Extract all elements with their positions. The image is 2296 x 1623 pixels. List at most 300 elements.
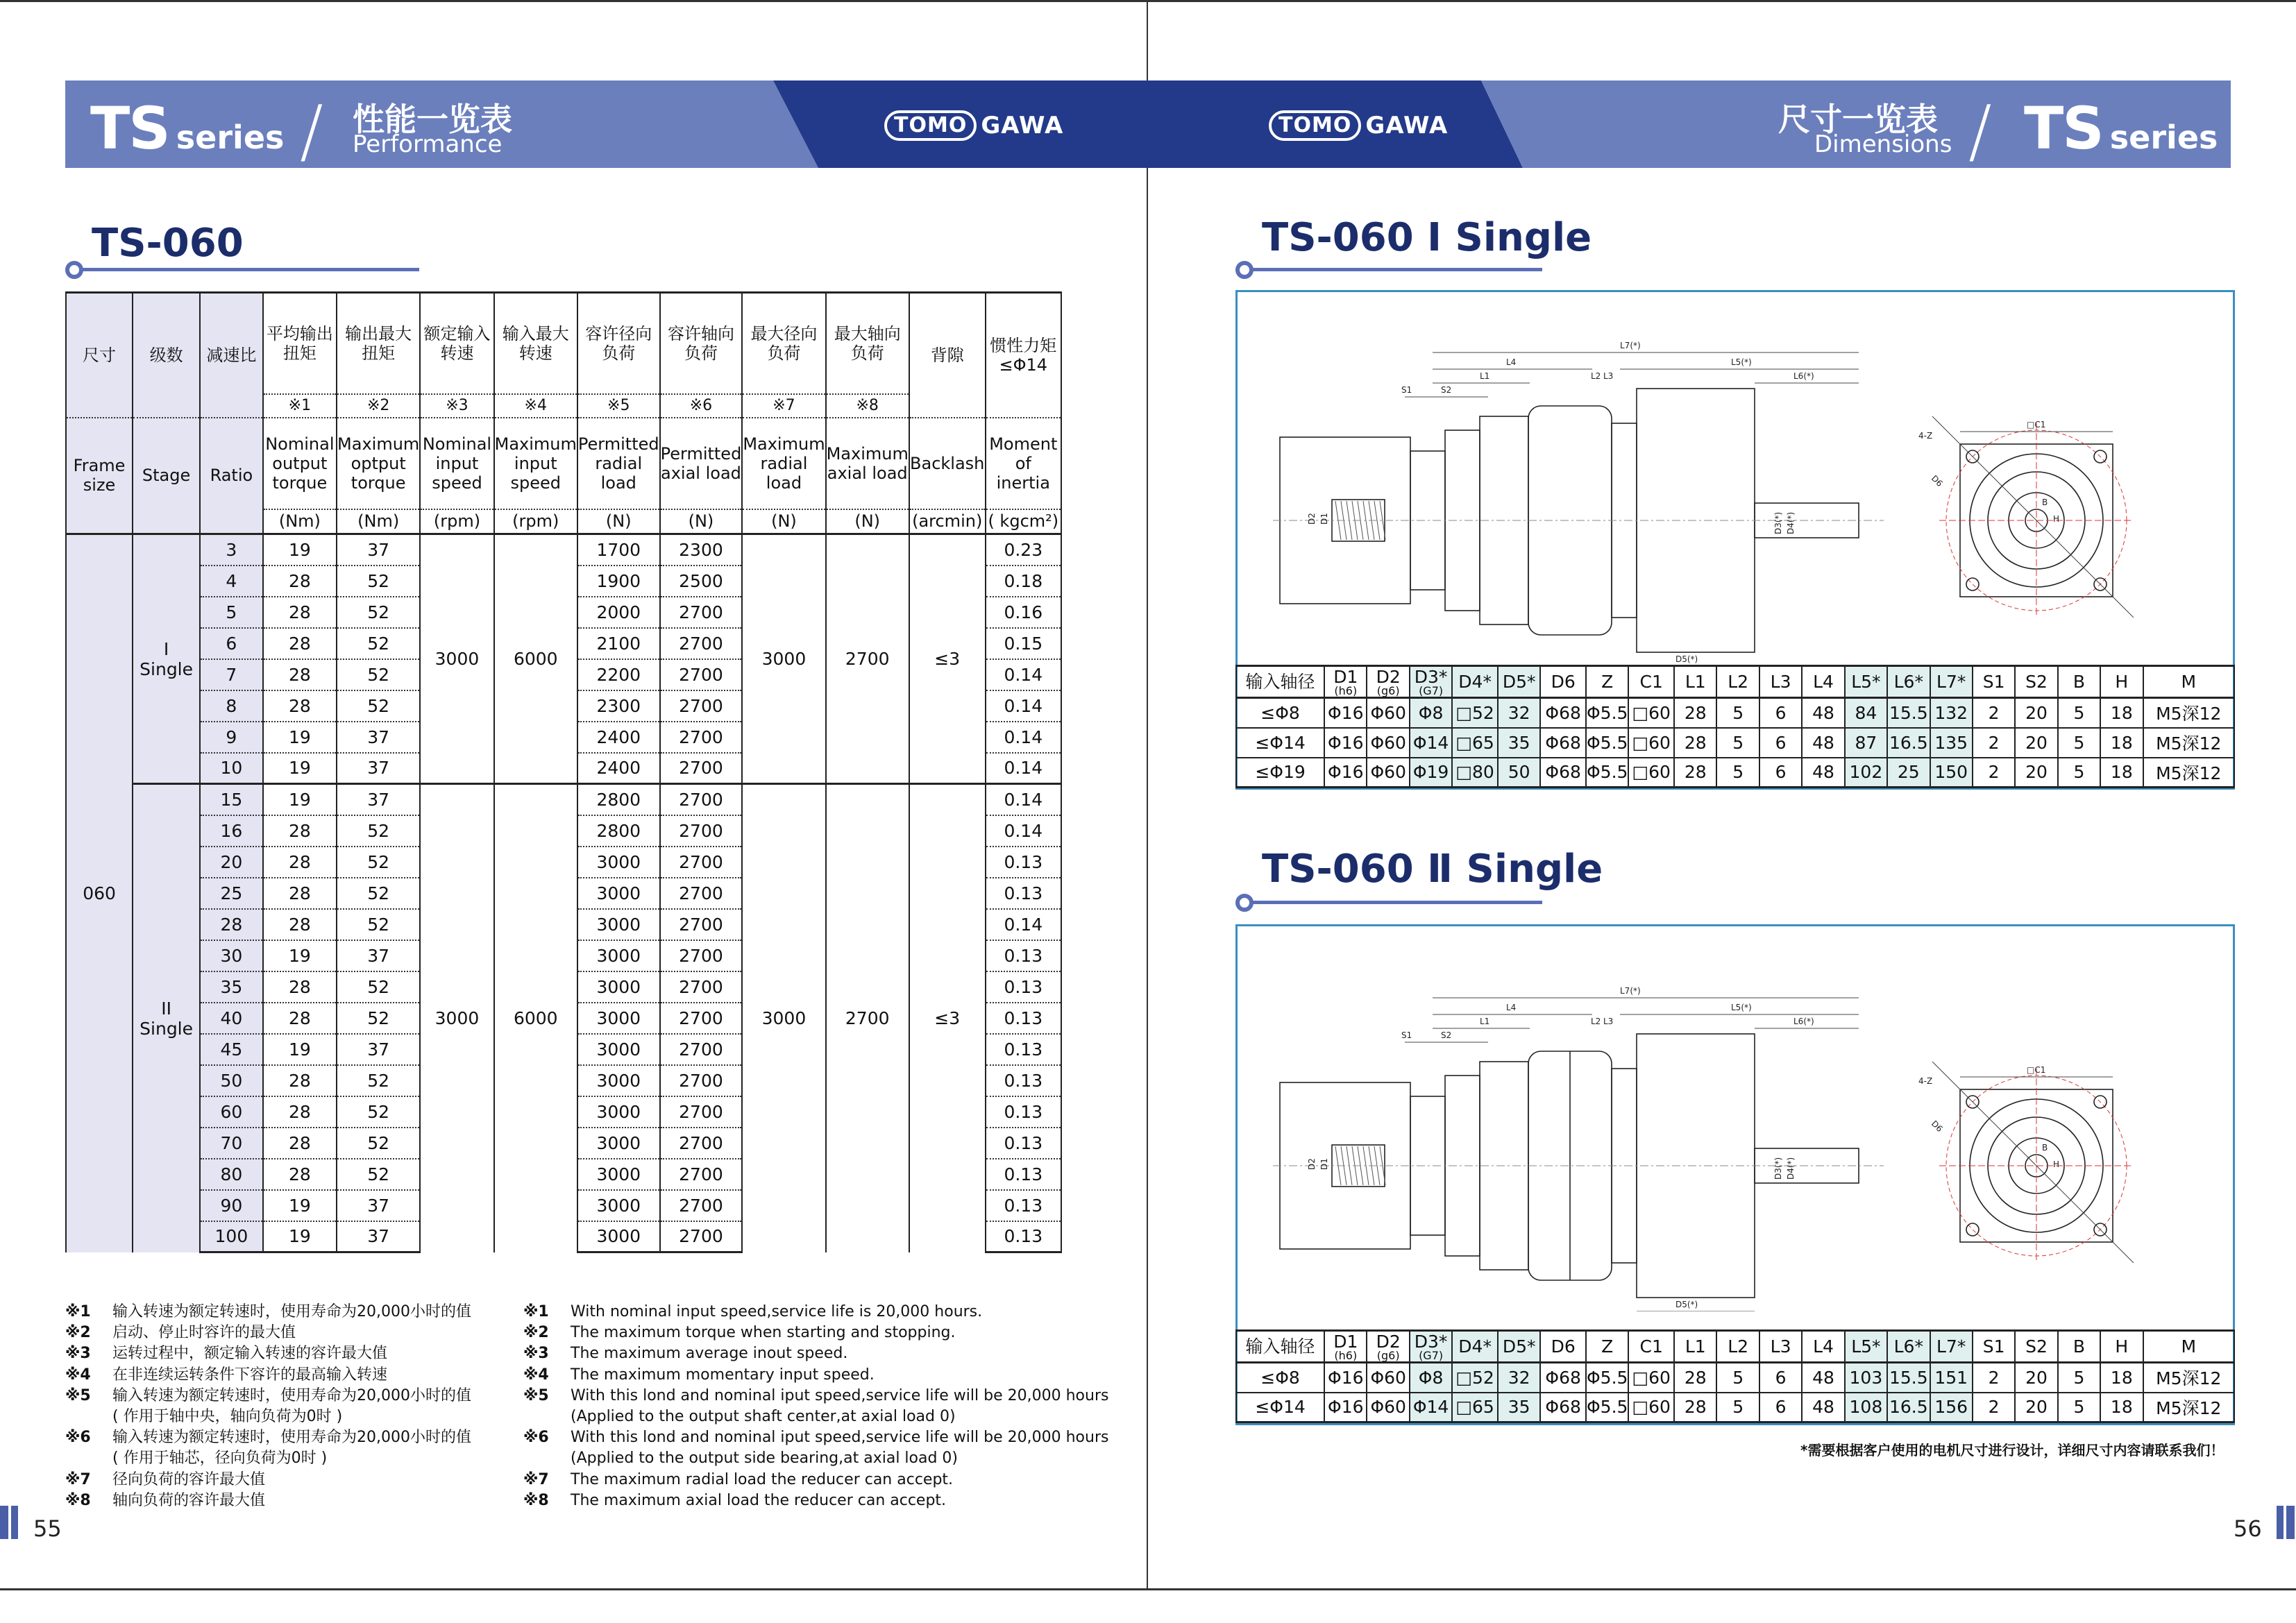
header-mark-cell: ※3 bbox=[420, 394, 493, 418]
section2-bullet bbox=[1235, 894, 1253, 912]
note-row bbox=[523, 1302, 1108, 1323]
dim-cell: ≤Φ19 bbox=[1236, 758, 1324, 788]
max-torque-cell: 52 bbox=[337, 1003, 420, 1034]
inertia-cell: 0.16 bbox=[986, 597, 1061, 628]
note-row bbox=[65, 1427, 471, 1448]
dim-cell: Φ8 bbox=[1410, 1363, 1452, 1393]
inertia-cell: 0.18 bbox=[986, 566, 1061, 597]
page-marker-right bbox=[2277, 1502, 2296, 1543]
max-torque-cell: 52 bbox=[337, 566, 420, 597]
dim-cell: 84 bbox=[1845, 698, 1887, 728]
max-radial-load-cell: 3000 bbox=[742, 534, 825, 784]
note-mark: ※7 bbox=[65, 1470, 91, 1488]
dim-header-cell bbox=[1367, 666, 1409, 698]
note-mark: ※6 bbox=[523, 1429, 549, 1447]
dim-cell: Φ16 bbox=[1324, 1393, 1367, 1422]
max-torque-cell: 37 bbox=[337, 940, 420, 971]
radial-load-cell: 3000 bbox=[577, 1190, 660, 1221]
max-torque-cell: 52 bbox=[337, 1065, 420, 1096]
dim-cell: 5 bbox=[1716, 1363, 1759, 1393]
radial-load-cell: 3000 bbox=[577, 1034, 660, 1065]
dim-cell: Φ68 bbox=[1540, 758, 1586, 788]
nominal-torque-cell: 28 bbox=[263, 815, 337, 847]
nominal-torque-cell: 19 bbox=[263, 940, 337, 971]
radial-load-cell: 3000 bbox=[577, 1128, 660, 1159]
dim-row bbox=[1236, 758, 2234, 788]
tomogawa-logo: TOMO GAWA bbox=[884, 108, 1063, 143]
axial-load-cell: 2700 bbox=[660, 690, 743, 722]
label-L3: L3 bbox=[1603, 371, 1614, 381]
header-en-cell: Maximum optput torque bbox=[337, 418, 420, 509]
dim-row bbox=[1236, 1393, 2234, 1422]
dim-cell: 5 bbox=[1716, 1393, 1759, 1422]
note-row bbox=[523, 1365, 1108, 1386]
performance-table bbox=[65, 291, 1062, 1253]
inertia-cell: 0.13 bbox=[986, 940, 1061, 971]
note-row bbox=[65, 1302, 471, 1323]
dim-cell: 35 bbox=[1498, 1393, 1540, 1422]
nominal-torque-cell: 28 bbox=[263, 878, 337, 909]
dim-cell: 2 bbox=[1973, 728, 2015, 758]
note-row bbox=[523, 1386, 1108, 1407]
ratio-cell: 20 bbox=[200, 847, 263, 878]
dim-header-label: Z bbox=[1601, 1336, 1614, 1357]
dim-cell: M5深12 bbox=[2143, 1363, 2234, 1393]
radial-load-cell: 3000 bbox=[577, 878, 660, 909]
radial-load-cell: 2200 bbox=[577, 659, 660, 690]
dim-header-cell bbox=[2058, 666, 2100, 698]
dim-cell: □65 bbox=[1452, 728, 1498, 758]
radial-load-cell: 3000 bbox=[577, 1221, 660, 1252]
inertia-cell: 0.13 bbox=[986, 1159, 1061, 1190]
dim-cell: 6 bbox=[1759, 698, 1802, 728]
dim-header-cell bbox=[1628, 666, 1674, 698]
page-border-bottom bbox=[0, 1588, 1148, 1590]
ratio-cell: 25 bbox=[200, 878, 263, 909]
dim-cell: □52 bbox=[1452, 698, 1498, 728]
dim-cell: Φ60 bbox=[1367, 728, 1409, 758]
note-text: 启动、停止时容许的最大值 bbox=[112, 1324, 296, 1342]
ratio-cell: 10 bbox=[200, 753, 263, 784]
dim-cell: 6 bbox=[1759, 758, 1802, 788]
dim-cell: Φ68 bbox=[1540, 698, 1586, 728]
note-row bbox=[65, 1323, 471, 1343]
radial-load-cell: 3000 bbox=[577, 1003, 660, 1034]
radial-load-cell: 2800 bbox=[577, 815, 660, 847]
axial-load-cell: 2700 bbox=[660, 1159, 743, 1190]
inertia-cell: 0.13 bbox=[986, 1221, 1061, 1252]
header-en-cell: Frame size bbox=[66, 418, 133, 534]
page-border-bottom bbox=[1148, 1588, 2296, 1590]
nominal-torque-cell: 28 bbox=[263, 909, 337, 940]
radial-load-cell: 3000 bbox=[577, 1096, 660, 1128]
nominal-torque-cell: 28 bbox=[263, 1159, 337, 1190]
header-mark-cell: ※8 bbox=[826, 394, 909, 418]
dim-cell: 50 bbox=[1498, 758, 1540, 788]
dim-header-cell bbox=[1759, 1331, 1802, 1363]
dim-cell: Φ14 bbox=[1410, 1393, 1452, 1422]
nominal-input-speed-cell: 3000 bbox=[420, 784, 493, 1252]
dim-cell: Φ60 bbox=[1367, 758, 1409, 788]
dim-cell: 108 bbox=[1845, 1393, 1887, 1422]
dim-cell: □52 bbox=[1452, 1363, 1498, 1393]
dim-cell: Φ16 bbox=[1324, 728, 1367, 758]
section1-underline bbox=[1245, 268, 1542, 271]
dim-cell: Φ68 bbox=[1540, 1393, 1586, 1422]
unit-cell: (rpm) bbox=[420, 509, 493, 534]
unit-cell: (rpm) bbox=[494, 509, 577, 534]
section-underline bbox=[76, 268, 419, 271]
section1-title: TS-060 Ⅰ Single bbox=[1262, 215, 1592, 260]
inertia-cell: 0.23 bbox=[986, 534, 1061, 566]
note-mark: ※1 bbox=[65, 1303, 91, 1320]
dim-cell: 48 bbox=[1802, 1393, 1844, 1422]
left-header-banner bbox=[65, 80, 1148, 171]
section-bullet bbox=[65, 261, 83, 279]
dim-header-label: B bbox=[2073, 1336, 2085, 1357]
page-marker-left bbox=[0, 1502, 19, 1543]
max-torque-cell: 52 bbox=[337, 971, 420, 1003]
dim-header-label: L6* bbox=[1893, 1336, 1923, 1357]
dim-cell: 5 bbox=[2058, 1393, 2100, 1422]
ratio-cell: 60 bbox=[200, 1096, 263, 1128]
axial-load-cell: 2700 bbox=[660, 784, 743, 815]
backlash-cell: ≤3 bbox=[909, 534, 986, 784]
header-en-cell: Permitted axial load bbox=[660, 418, 743, 509]
radial-load-cell: 3000 bbox=[577, 940, 660, 971]
note-row bbox=[65, 1470, 471, 1490]
note-mark: ※3 bbox=[523, 1345, 549, 1363]
ratio-cell: 9 bbox=[200, 722, 263, 753]
max-torque-cell: 52 bbox=[337, 1159, 420, 1190]
note-mark: ※5 bbox=[65, 1386, 91, 1404]
note-row bbox=[523, 1470, 1108, 1490]
label-C1: □C1 bbox=[2027, 1065, 2046, 1075]
dim-header-label: B bbox=[2073, 671, 2085, 692]
page-border-top bbox=[0, 0, 1148, 2]
note-text: The maximum axial load the reducer can accept. bbox=[571, 1491, 947, 1509]
dim-header-cell bbox=[2100, 1331, 2143, 1363]
nominal-torque-cell: 19 bbox=[263, 1190, 337, 1221]
header-mark-cell: ※2 bbox=[337, 394, 420, 418]
header-title-en: Dimensions bbox=[1814, 130, 1952, 158]
backlash-cell: ≤3 bbox=[909, 784, 986, 1252]
header-en-cell: Nominal input speed bbox=[420, 418, 493, 509]
dim-header-label: D5* bbox=[1502, 671, 1536, 692]
max-torque-cell: 37 bbox=[337, 722, 420, 753]
dim-header-cell bbox=[1759, 666, 1802, 698]
header-cn-cell: 级数 bbox=[133, 293, 200, 418]
dim-cell: □60 bbox=[1628, 1363, 1674, 1393]
note-subtext: ( 作用于轴中央，轴向负荷为0时 ) bbox=[112, 1408, 343, 1426]
radial-load-cell: 2000 bbox=[577, 597, 660, 628]
dim-cell: Φ60 bbox=[1367, 1393, 1409, 1422]
section2-underline bbox=[1245, 901, 1542, 904]
radial-load-cell: 2400 bbox=[577, 722, 660, 753]
label-D4: D4(*) bbox=[1786, 511, 1796, 534]
header-divider-slash: / bbox=[1968, 90, 1992, 171]
table-row bbox=[66, 534, 1061, 566]
ratio-cell: 70 bbox=[200, 1128, 263, 1159]
note-text: With this lond and nominal iput speed,service life will be 20,000 hours bbox=[571, 1429, 1109, 1447]
label-L6: L6(*) bbox=[1793, 371, 1814, 381]
dim-header-label: L1 bbox=[1685, 671, 1706, 692]
dim-header-cell bbox=[2015, 1331, 2057, 1363]
dim-header-label: D6 bbox=[1551, 1336, 1576, 1357]
stage-cell bbox=[133, 784, 200, 1252]
unit-cell: (N) bbox=[742, 509, 825, 534]
max-torque-cell: 52 bbox=[337, 909, 420, 940]
dim-header-cell bbox=[1802, 666, 1844, 698]
header-cn-cell: 输入最大转速 bbox=[494, 293, 577, 394]
max-axial-load-cell: 2700 bbox=[826, 784, 909, 1252]
label-L2: L2 bbox=[1591, 1017, 1601, 1026]
label-D3: D3(*) bbox=[1773, 511, 1783, 534]
header-title-cn: 性能一览表 bbox=[353, 101, 512, 138]
dim-header-label: M bbox=[2181, 671, 2197, 692]
label-D3: D3(*) bbox=[1773, 1157, 1783, 1180]
inertia-cell: 0.13 bbox=[986, 971, 1061, 1003]
dim-cell: Φ68 bbox=[1540, 1363, 1586, 1393]
notes-en bbox=[523, 1302, 1108, 1511]
ratio-cell: 80 bbox=[200, 1159, 263, 1190]
note-row bbox=[65, 1490, 471, 1511]
ratio-cell: 3 bbox=[200, 534, 263, 566]
dim-header-cell bbox=[1716, 666, 1759, 698]
dim-header-label: 输入轴径 bbox=[1245, 1336, 1315, 1357]
section-title: TS-060 bbox=[92, 221, 244, 266]
page-number-left: 55 bbox=[33, 1515, 62, 1542]
dim-cell: 5 bbox=[2058, 758, 2100, 788]
dim-header-label: L4 bbox=[1813, 671, 1834, 692]
dim-header-label: D2 bbox=[1376, 1331, 1401, 1352]
dim-cell: 2 bbox=[1973, 1363, 2015, 1393]
note-text: With nominal input speed,service life is 20,000 hours. bbox=[571, 1303, 983, 1320]
note-text: 在非连续运转条件下容许的最高输入转速 bbox=[112, 1366, 388, 1384]
dim-cell: 6 bbox=[1759, 728, 1802, 758]
nominal-torque-cell: 28 bbox=[263, 1003, 337, 1034]
max-torque-cell: 52 bbox=[337, 597, 420, 628]
header-cn-cell: 最大径向负荷 bbox=[742, 293, 825, 394]
max-torque-cell: 52 bbox=[337, 878, 420, 909]
note-row bbox=[65, 1386, 471, 1407]
header-en-cell: Backlash bbox=[909, 418, 986, 509]
bolt-hole bbox=[1966, 1223, 1979, 1236]
bolt-hole bbox=[1966, 578, 1979, 590]
nominal-torque-cell: 28 bbox=[263, 1096, 337, 1128]
note-subtext: (Applied to the output shaft center,at axial load 0) bbox=[571, 1408, 956, 1426]
dim-cell: 150 bbox=[1930, 758, 1973, 788]
dim-row bbox=[1236, 1363, 2234, 1393]
header-title-cn: 尺寸一览表 bbox=[1778, 101, 1938, 138]
header-divider-slash: / bbox=[300, 90, 323, 171]
dim-cell: 6 bbox=[1759, 1363, 1802, 1393]
header-cn-cell: 平均输出扭矩 bbox=[263, 293, 337, 394]
dim-cell: 6 bbox=[1759, 1393, 1802, 1422]
dim-cell: 20 bbox=[2015, 728, 2057, 758]
header-title-en: Performance bbox=[353, 130, 503, 158]
inertia-cell: 0.13 bbox=[986, 878, 1061, 909]
dim-cell: Φ16 bbox=[1324, 698, 1367, 728]
note-row bbox=[523, 1427, 1108, 1448]
dim-header-cell bbox=[1973, 1331, 2015, 1363]
dim-header-cell bbox=[1845, 1331, 1887, 1363]
unit-cell: (Nm) bbox=[337, 509, 420, 534]
dim-cell: Φ5.5 bbox=[1586, 758, 1628, 788]
label-H: H bbox=[2053, 1159, 2060, 1169]
note-row bbox=[523, 1343, 1108, 1364]
radial-load-cell: 2400 bbox=[577, 753, 660, 784]
header-cn-cell: 最大轴向负荷 bbox=[826, 293, 909, 394]
header-cn-cell: 惯性力矩≤Φ14 bbox=[986, 293, 1061, 418]
ratio-cell: 30 bbox=[200, 940, 263, 971]
ratio-cell: 5 bbox=[200, 597, 263, 628]
label-D5: D5(*) bbox=[1675, 654, 1698, 664]
dim-cell: 18 bbox=[2100, 728, 2143, 758]
dim-header-cell bbox=[1674, 1331, 1716, 1363]
note-mark: ※3 bbox=[65, 1345, 91, 1363]
dim-cell: M5深12 bbox=[2143, 728, 2234, 758]
dim-header-label: H bbox=[2115, 671, 2129, 692]
dim-header-label: L3 bbox=[1770, 1336, 1791, 1357]
note-row bbox=[65, 1365, 471, 1386]
dim-header-cell bbox=[1498, 666, 1540, 698]
dim-cell: 5 bbox=[1716, 728, 1759, 758]
dim-cell: 20 bbox=[2015, 1363, 2057, 1393]
dim-cell: 28 bbox=[1674, 758, 1716, 788]
label-L1: L1 bbox=[1480, 1017, 1490, 1026]
dim-header-tolerance: (G7) bbox=[1419, 683, 1444, 697]
dim-header-cell bbox=[1930, 666, 1973, 698]
note-row bbox=[65, 1343, 471, 1364]
dim-header-tolerance: (h6) bbox=[1334, 683, 1358, 697]
inertia-cell: 0.14 bbox=[986, 784, 1061, 815]
nominal-torque-cell: 28 bbox=[263, 597, 337, 628]
inertia-cell: 0.15 bbox=[986, 628, 1061, 659]
label-D1: D1 bbox=[1319, 513, 1329, 525]
note-text: 轴向负荷的容许最大值 bbox=[112, 1491, 266, 1509]
dim-header-cell bbox=[1540, 1331, 1586, 1363]
dim-cell: 48 bbox=[1802, 758, 1844, 788]
ratio-cell: 28 bbox=[200, 909, 263, 940]
label-S2: S2 bbox=[1441, 1030, 1452, 1040]
dim-cell: Φ5.5 bbox=[1586, 1363, 1628, 1393]
note-text: The maximum radial load the reducer can accept. bbox=[571, 1470, 954, 1488]
label-Z: 4-Z bbox=[1918, 1076, 1933, 1086]
header-en-cell: Maximum input speed bbox=[494, 418, 577, 509]
unit-cell: (N) bbox=[577, 509, 660, 534]
max-torque-cell: 37 bbox=[337, 1190, 420, 1221]
max-torque-cell: 52 bbox=[337, 847, 420, 878]
nominal-torque-cell: 28 bbox=[263, 628, 337, 659]
unit-cell: ( kgcm²) bbox=[986, 509, 1061, 534]
label-Z: 4-Z bbox=[1918, 431, 1933, 441]
dim-cell: 87 bbox=[1845, 728, 1887, 758]
note-text: The maximum average inout speed. bbox=[571, 1345, 848, 1363]
dim-header-label: L2 bbox=[1728, 671, 1749, 692]
dim-cell: 32 bbox=[1498, 1363, 1540, 1393]
dim-header-cell bbox=[1845, 666, 1887, 698]
axial-load-cell: 2700 bbox=[660, 971, 743, 1003]
dim-header-label: S1 bbox=[1982, 671, 2005, 692]
header-mark-cell: ※4 bbox=[494, 394, 577, 418]
max-input-speed-cell: 6000 bbox=[494, 534, 577, 784]
dim-header-label: L6* bbox=[1893, 671, 1923, 692]
ratio-cell: 50 bbox=[200, 1065, 263, 1096]
dim-header-label: L1 bbox=[1685, 1336, 1706, 1357]
dim-header-label: Z bbox=[1601, 671, 1614, 692]
dim-cell: 20 bbox=[2015, 758, 2057, 788]
stage-roman: II bbox=[161, 998, 171, 1019]
label-L5: L5(*) bbox=[1731, 357, 1752, 367]
max-torque-cell: 52 bbox=[337, 659, 420, 690]
dim-header-cell bbox=[1586, 666, 1628, 698]
max-torque-cell: 52 bbox=[337, 628, 420, 659]
axial-load-cell: 2700 bbox=[660, 1034, 743, 1065]
dim-header-cell bbox=[1452, 1331, 1498, 1363]
note-mark: ※7 bbox=[523, 1470, 549, 1488]
label-S1: S1 bbox=[1401, 1030, 1412, 1040]
max-input-speed-cell: 6000 bbox=[494, 784, 577, 1252]
dim-cell: 28 bbox=[1674, 1363, 1716, 1393]
ratio-cell: 45 bbox=[200, 1034, 263, 1065]
dim-header-cell bbox=[1887, 666, 1930, 698]
dim-row bbox=[1236, 698, 2234, 728]
dim-header-cell bbox=[1410, 666, 1452, 698]
inertia-cell: 0.14 bbox=[986, 815, 1061, 847]
note-mark: ※5 bbox=[523, 1386, 549, 1404]
note-subtext: (Applied to the output side bearing,at axial load 0) bbox=[571, 1450, 959, 1468]
header-en-cell: Moment of inertia bbox=[986, 418, 1061, 509]
dim-header-cell bbox=[2058, 1331, 2100, 1363]
dim-header-tolerance: (G7) bbox=[1419, 1348, 1444, 1362]
radial-load-cell: 3000 bbox=[577, 847, 660, 878]
dim-header-cell bbox=[1628, 1331, 1674, 1363]
dim-cell: Φ5.5 bbox=[1586, 1393, 1628, 1422]
note-mark: ※2 bbox=[65, 1324, 91, 1342]
dim-cell: 102 bbox=[1845, 758, 1887, 788]
dim-header-cell bbox=[1498, 1331, 1540, 1363]
dim-header-cell bbox=[1887, 1331, 1930, 1363]
dim-cell: □80 bbox=[1452, 758, 1498, 788]
dim-cell: Φ8 bbox=[1410, 698, 1452, 728]
inertia-cell: 0.14 bbox=[986, 659, 1061, 690]
dim-header-label: D2 bbox=[1376, 666, 1401, 687]
header-cn-cell: 容许轴向负荷 bbox=[660, 293, 743, 394]
dim-header-label: L3 bbox=[1770, 671, 1791, 692]
nominal-torque-cell: 28 bbox=[263, 566, 337, 597]
dim-header-cell bbox=[1410, 1331, 1452, 1363]
header-en-cell: Nominal output torque bbox=[263, 418, 337, 509]
note-text: 输入转速为额定转速时，使用寿命为20,000小时的值 bbox=[112, 1429, 471, 1447]
dim-cell: Φ19 bbox=[1410, 758, 1452, 788]
unit-cell: (N) bbox=[660, 509, 743, 534]
header-cn-cell: 输出最大扭矩 bbox=[337, 293, 420, 394]
page-number-right: 56 bbox=[2234, 1515, 2262, 1542]
dim-header-label: H bbox=[2115, 1336, 2129, 1357]
section1-dimension-table bbox=[1235, 665, 2235, 788]
header-en-cell: Maximum radial load bbox=[742, 418, 825, 509]
note-subtext: ( 作用于轴芯，径向负荷为0时 ) bbox=[112, 1450, 328, 1468]
radial-load-cell: 2100 bbox=[577, 628, 660, 659]
note-text: With this lond and nominal iput speed,service life will be 20,000 hours bbox=[571, 1386, 1109, 1404]
max-torque-cell: 37 bbox=[337, 534, 420, 566]
inertia-cell: 0.13 bbox=[986, 1096, 1061, 1128]
label-B: B bbox=[2042, 1143, 2048, 1153]
dim-cell: 28 bbox=[1674, 1393, 1716, 1422]
dim-header-label: C1 bbox=[1639, 671, 1663, 692]
dim-cell: Φ14 bbox=[1410, 728, 1452, 758]
